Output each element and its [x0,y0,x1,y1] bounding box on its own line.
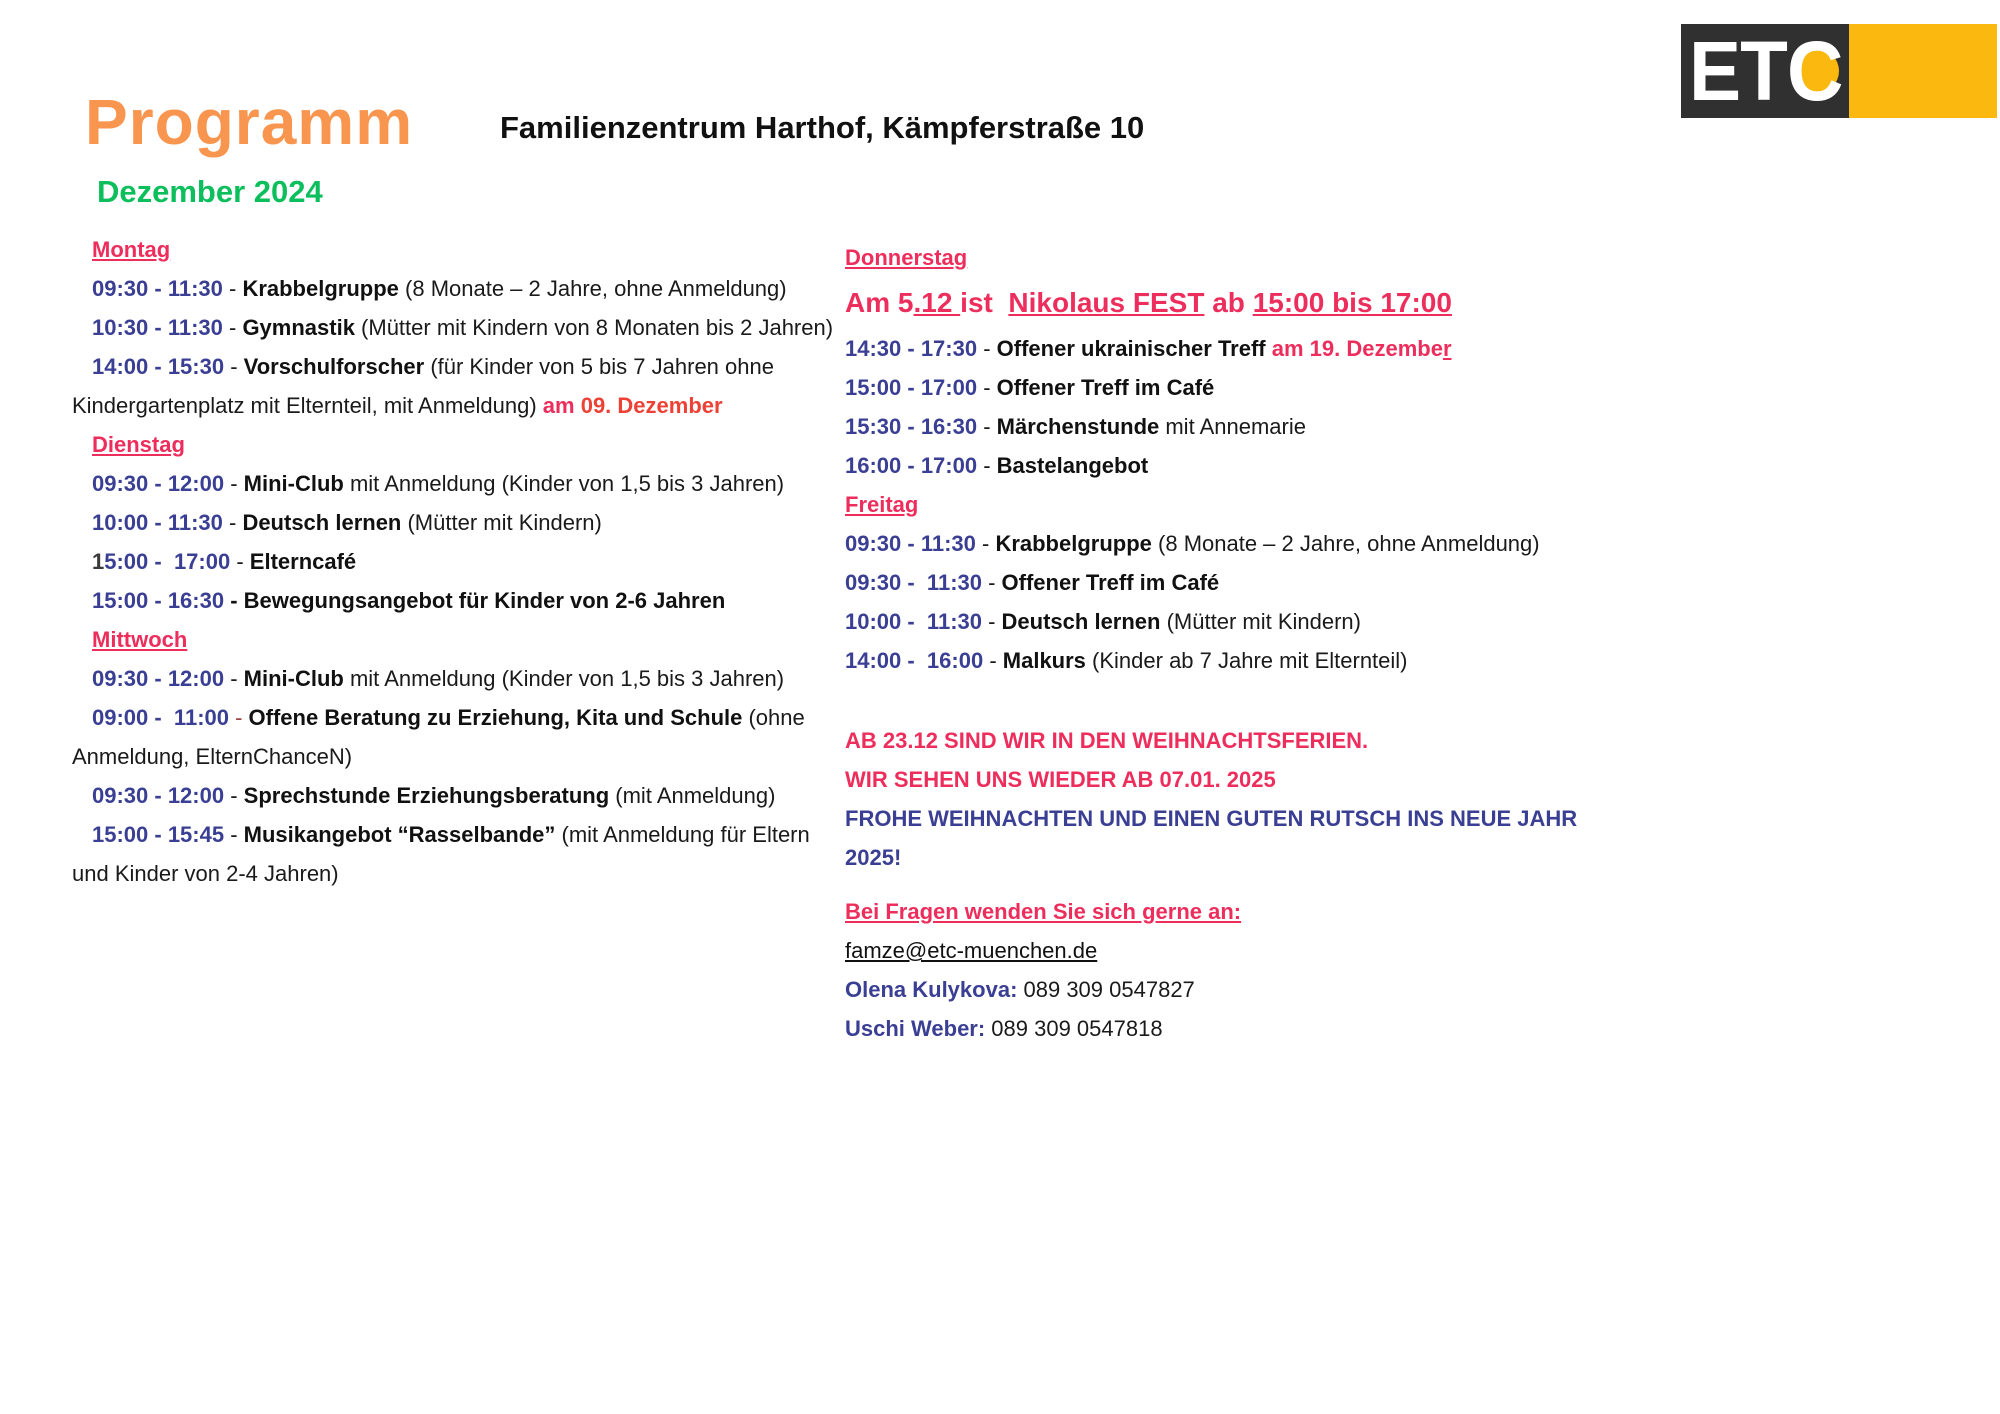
text-segment: Am 5 [845,287,914,318]
text-segment: - [224,471,244,496]
page-subtitle: Familienzentrum Harthof, Kämpferstraße 10 [500,110,1145,145]
text-segment: (ohne [748,705,805,730]
day-header-freitag: Freitag [845,492,919,517]
text-segment: Deutsch lernen [242,510,408,535]
text-segment: Olena Kulykova: [845,977,1018,1002]
day-header-montag: Montag [92,237,171,262]
text-segment: 16:00 - 17:00 [845,453,978,478]
text-segment: - [977,453,997,478]
text-segment: 14:30 - 17:30 [845,336,978,361]
schedule-entry [72,698,833,776]
etc-logo [1681,24,1997,118]
schedule-entry [72,347,833,425]
text-segment: (Kinder ab 7 Jahre mit Elternteil) [1092,648,1408,673]
text-segment: 1 [92,549,105,574]
etc-logo-text: ETC [1689,23,1843,118]
month-heading: Dezember 2024 [97,174,323,209]
text-segment: 09:30 - 12:00 [92,783,225,808]
text-segment: mit Annemarie [1165,414,1306,439]
text-segment: Krabbelgruppe [995,531,1159,556]
holiday-notice [845,721,1577,877]
text-segment: ist [960,287,1009,318]
text-segment: r [1442,336,1452,361]
text-segment: am 19. Dezembe [1271,336,1443,361]
text-segment: 09:30 - 11:30 [845,570,982,595]
page-title: Programm [85,86,414,158]
text-segment: 089 309 0547827 [1017,977,1195,1002]
text-segment: - [222,315,243,340]
text-segment: - [222,276,243,301]
text-segment: 10:00 - 11:30 [92,510,223,535]
text-segment: 089 309 0547818 [985,1016,1163,1041]
text-segment: AB 23.12 SIND WIR IN DEN WEIHNACHTSFERIEN. [845,728,1369,753]
day-header-dienstag: Dienstag [92,432,185,457]
text-segment: Mini-Club [243,471,350,496]
text-segment: (für Kinder von 5 bis 7 Jahren ohne [430,354,774,379]
text-segment: Offener Treff im Café [1001,570,1220,595]
schedule-entry [845,446,1577,485]
text-segment: FROHE WEIHNACHTEN UND EINEN GUTEN RUTSCH INS NEUE JAHR [845,806,1578,831]
text-segment: 09:30 - 11:30 [845,531,976,556]
schedule-entry [72,269,833,308]
text-segment: 09:30 - 12:00 [92,666,225,691]
etc-logo-yellow-box [1849,24,1997,118]
text-segment: Vorschulforscher [243,354,431,379]
text-segment: (mit Anmeldung für Eltern [561,822,810,847]
text-segment: 15:30 - 16:30 [845,414,978,439]
text-segment: 09:00 - 11:00 [92,705,229,730]
text-segment: Gymnastik [242,315,362,340]
text-segment: - [224,354,244,379]
text-segment: - [977,375,997,400]
text-segment: 2025! [845,845,902,870]
text-segment: am [542,393,581,418]
schedule-entry [845,563,1577,602]
contact-heading [845,892,1577,931]
text-segment: und Kinder von 2-4 Jahren) [72,861,339,886]
text-segment: Mini-Club [243,666,350,691]
text-segment: Anmeldung, ElternChanceN) [72,744,353,769]
text-segment: Offene Beratung zu Erziehung, Kita und Schule [248,705,749,730]
schedule-entry [72,776,833,815]
text-segment: Märchenstunde [996,414,1166,439]
text-segment: 10:30 - 11:30 [92,315,223,340]
day-header-donnerstag: Donnerstag [845,245,968,270]
text-segment: (Mütter mit Kindern) [1166,609,1361,634]
text-segment: Bei Fragen wenden Sie sich gerne an: [845,899,1242,924]
text-segment: (mit Anmeldung) [615,783,776,808]
schedule-entry [72,659,833,698]
schedule-entry [72,503,833,542]
text-segment: Elterncafé [249,549,357,574]
text-segment: 15:00 - 16:30 [92,588,225,613]
text-segment: 10:00 - 11:30 [845,609,982,634]
day-header-mittwoch: Mittwoch [92,627,188,652]
text-segment: WIR SEHEN UNS WIEDER AB 07.01. 2025 [845,767,1276,792]
text-segment: Sprechstunde Erziehungsberatung [243,783,616,808]
text-segment: Malkurs [1002,648,1093,673]
schedule-entry [845,407,1577,446]
text-segment: - [977,336,997,361]
text-segment: Krabbelgruppe [242,276,406,301]
contact-phone [845,1009,1577,1048]
text-segment: Kindergartenplatz mit Elternteil, mit Anmeldung) [72,393,543,418]
text-segment: - [230,549,250,574]
schedule-entry [72,308,833,347]
text-segment: (Mütter mit Kindern) [407,510,602,535]
text-segment: - [224,666,244,691]
text-segment: (Mütter mit Kindern von 8 Monaten bis 2 Jahren) [361,315,834,340]
text-segment: 14:00 - 16:00 [845,648,984,673]
text-segment: 09. Dezember [580,393,723,418]
text-segment: 15:00 bis 17:00 [1252,287,1452,318]
schedule-entry [72,815,833,893]
schedule-entry [845,368,1577,407]
text-segment: Deutsch lernen [1001,609,1167,634]
text-segment: Offener Treff im Café [996,375,1215,400]
schedule-entry [845,641,1577,680]
text-segment: 14:00 - 15:30 [92,354,225,379]
text-segment: Nikolaus FEST [1008,287,1205,318]
text-segment: - [228,705,249,730]
text-segment: Musikangebot “Rasselbande” [243,822,562,847]
schedule-entry [845,524,1577,563]
text-segment: (8 Monate – 2 Jahre, ohne Anmeldung) [405,276,787,301]
text-segment: - [981,570,1002,595]
text-segment: - [224,783,244,808]
text-segment: .12 [913,287,961,318]
text-segment: ab [1204,287,1253,318]
text-segment: - [981,609,1002,634]
right-column [845,238,1577,1048]
notice-line [845,799,1577,838]
contact-email [845,931,1577,970]
schedule-entry [845,602,1577,641]
text-segment: 09:30 - 11:30 [92,276,223,301]
text-segment: (8 Monate – 2 Jahre, ohne Anmeldung) [1158,531,1540,556]
schedule-entry [72,542,833,581]
schedule-entry [845,329,1577,368]
text-segment: - [222,510,243,535]
text-segment: mit Anmeldung (Kinder von 1,5 bis 3 Jahren) [349,666,785,691]
text-segment: Uschi Weber: [845,1016,986,1041]
notice-line [845,838,1577,877]
nikolaus-fest-announcement [845,277,1577,329]
text-segment: - [224,822,244,847]
notice-line [845,760,1577,799]
email-link[interactable]: famze@etc-muenchen.de [845,938,1098,963]
text-segment: Bastelangebot [996,453,1149,478]
text-segment: - [975,531,996,556]
notice-line [845,721,1577,760]
schedule-entry [72,581,833,620]
contact-block [845,892,1577,1048]
text-segment: - [977,414,997,439]
text-segment: 15:00 - 15:45 [92,822,225,847]
contact-phone [845,970,1577,1009]
text-segment: 15:00 - 17:00 [845,375,978,400]
schedule-entry [72,464,833,503]
text-segment: 5:00 - 17:00 [104,549,231,574]
text-segment: - Bewegungsangebot für Kinder von 2-6 Jahren [224,588,726,613]
text-segment: 09:30 - 12:00 [92,471,225,496]
text-segment: mit Anmeldung (Kinder von 1,5 bis 3 Jahren) [349,471,785,496]
text-segment: Offener ukrainischer Treff [996,336,1272,361]
left-column [72,230,833,893]
text-segment: - [983,648,1003,673]
